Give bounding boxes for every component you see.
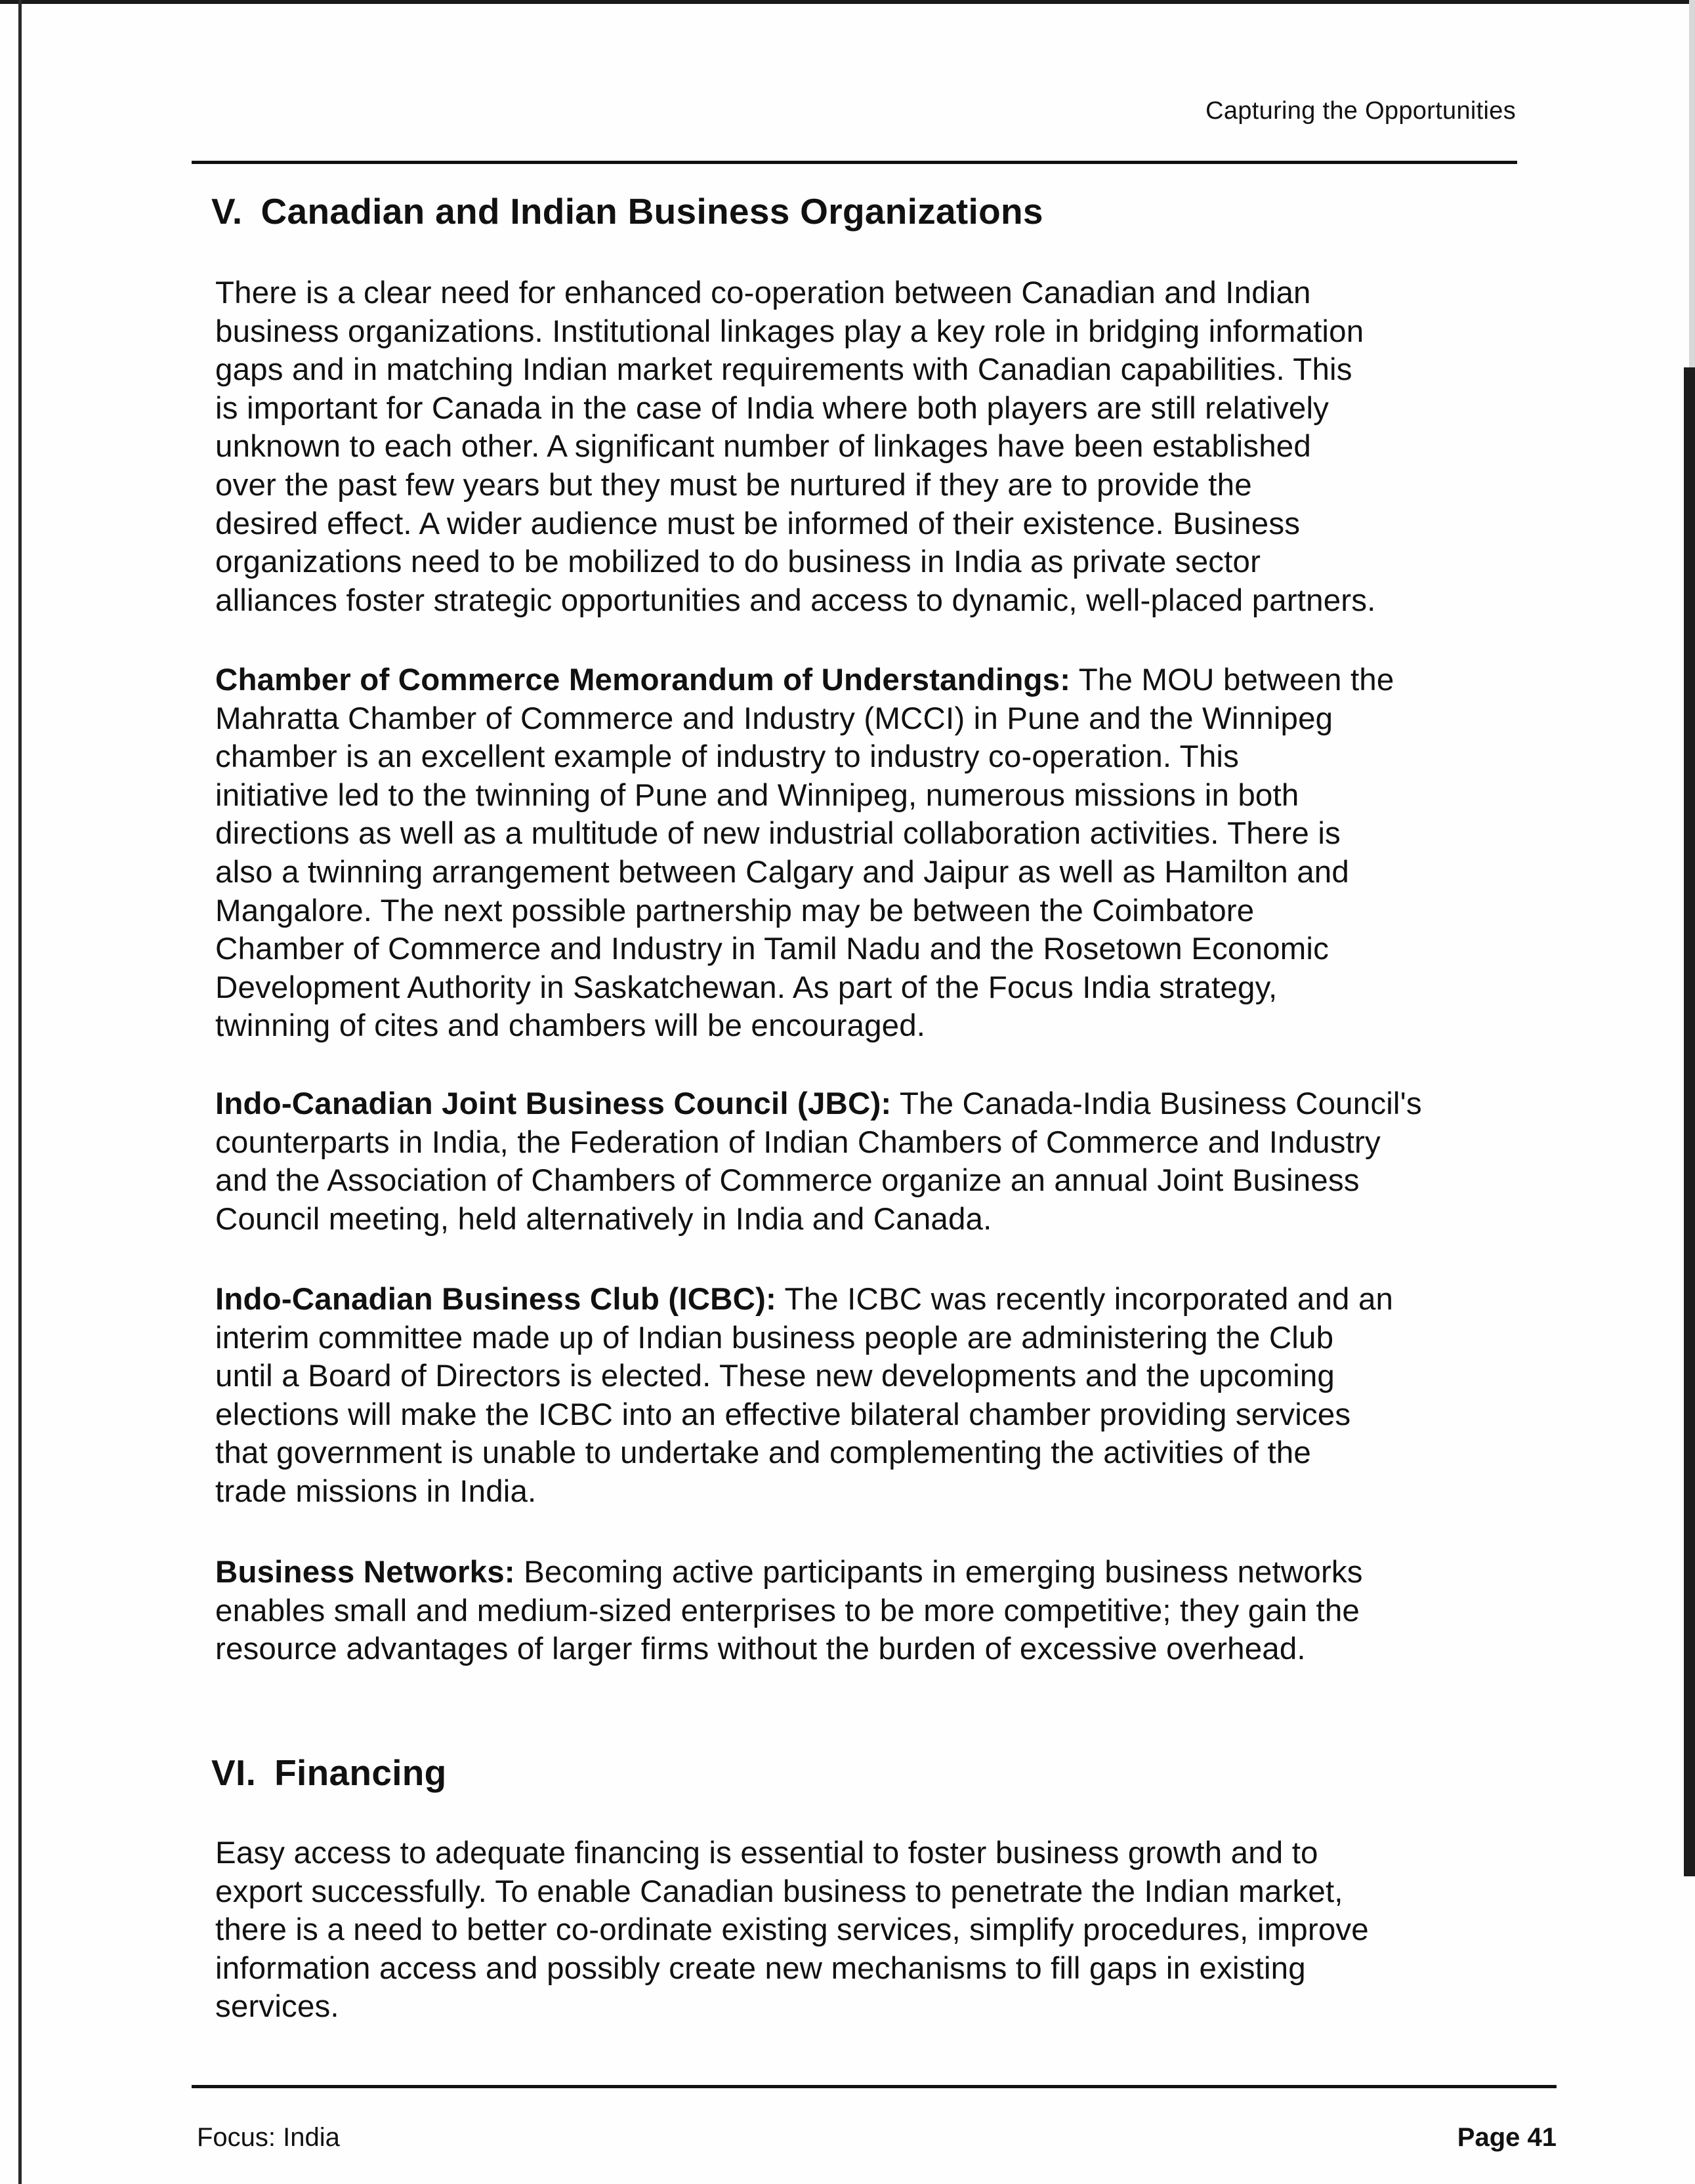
paragraph-line: enables small and medium-sized enterprises to be more competitive; they gain the [215,1593,1360,1628]
paragraph-line: twinning of cites and chambers will be encouraged. [215,1008,926,1044]
page-number: Page 41 [1457,2123,1557,2152]
paragraph-line: Chamber of Commerce and Industry in Tamil Nadu and the Rosetown Economic [215,932,1329,967]
paragraph-line: Mangalore. The next possible partnership may be between the Coimbatore [215,893,1255,928]
paragraph-line: Easy access to adequate financing is essential to foster business growth and to [215,1836,1318,1870]
paragraph-line: there is a need to better co-ordinate existing services, simplify procedures, improve [215,1912,1369,1948]
section-vi-number: VI. [211,1752,257,1793]
scan-edge-left [18,0,22,2184]
paragraph-line: The ICBC was recently incorporated and an [776,1282,1394,1317]
scan-edge-right-upper [1689,0,1695,367]
paragraph-line: that government is unable to undertake and complementing the activities of the [215,1435,1311,1471]
section-v-intro-paragraph [215,274,1541,620]
paragraph-line: services. [215,1989,339,2025]
intro-line: unknown to each other. A significant number of linkages have been established [215,429,1311,464]
paragraph-line: information access and possibly create new mechanisms to fill gaps in existing [215,1950,1306,1986]
section-vi-title: Financing [274,1752,447,1793]
paragraph-line: trade missions in India. [215,1473,537,1509]
paragraph-line: initiative led to the twinning of Pune and Winnipeg, numerous missions in both [215,777,1299,813]
paragraph-line: The MOU between the [1070,663,1394,697]
paragraph-line: Development Authority in Saskatchewan. As part of the Focus India strategy, [215,970,1278,1005]
intro-line: over the past few years but they must be nurtured if they are to provide the [215,467,1252,503]
header-rule [192,161,1517,164]
intro-line: gaps and in matching Indian market requirements with Canadian capabilities. This [215,352,1352,388]
business-networks-lead: Business Networks: [215,1555,515,1590]
paragraph-line: chamber is an excellent example of industry to industry co-operation. This [215,739,1240,775]
intro-line: alliances foster strategic opportunities and access to dynamic, well-placed partners. [215,583,1376,618]
icbc-lead: Indo-Canadian Business Club (ICBC): [215,1282,776,1317]
paragraph-line: export successfully. To enable Canadian business to penetrate the Indian market, [215,1874,1343,1909]
intro-line: is important for Canada in the case of India where both players are still relatively [215,390,1329,426]
section-v-heading [211,190,1043,232]
paragraph-line: resource advantages of larger firms without the burden of excessive overhead. [215,1632,1306,1667]
footer-rule [192,2085,1557,2088]
chamber-mou-paragraph [215,661,1541,1046]
paragraph-line: Council meeting, held alternatively in India and Canada. [215,1201,992,1237]
intro-line: organizations need to be mobilized to do business in India as private sector [215,545,1261,580]
section-v-number: V. [211,191,243,232]
paragraph-line: and the Association of Chambers of Commerce organize an annual Joint Business [215,1163,1360,1199]
business-networks-paragraph [215,1554,1541,1669]
icbc-paragraph [215,1281,1541,1512]
paragraph-line: Mahratta Chamber of Commerce and Industry (MCCI) in Pune and the Winnipeg [215,701,1333,736]
paragraph-line: elections will make the ICBC into an effective bilateral chamber providing services [215,1397,1351,1432]
paragraph-line: until a Board of Directors is elected. These new developments and the upcoming [215,1359,1335,1394]
paragraph-line: directions as well as a multitude of new industrial collaboration activities. There is [215,816,1341,852]
scan-edge-top [0,0,1695,4]
paragraph-line: The Canada-India Business Council's [891,1086,1422,1121]
paragraph-line: counterparts in India, the Federation of Indian Chambers of Commerce and Industry [215,1124,1381,1160]
jbc-paragraph [215,1085,1541,1239]
paragraph-line: also a twinning arrangement between Calgary and Jaipur as well as Hamilton and [215,854,1349,890]
footer-publication: Focus: India [197,2123,340,2152]
financing-paragraph [215,1834,1541,2027]
chamber-mou-lead: Chamber of Commerce Memorandum of Understandings: [215,663,1071,697]
intro-line: There is a clear need for enhanced co-operation between Canadian and Indian [215,276,1311,310]
jbc-lead: Indo-Canadian Joint Business Council (JBC): [215,1086,892,1121]
running-header: Capturing the Opportunities [1205,97,1516,125]
paragraph-line: interim committee made up of Indian business people are administering the Club [215,1320,1334,1355]
scan-edge-right [1684,367,1695,1876]
paragraph-line: Becoming active participants in emerging business networks [514,1555,1363,1590]
section-v-title: Canadian and Indian Business Organizations [261,191,1043,232]
intro-line: desired effect. A wider audience must be informed of their existence. Business [215,506,1301,541]
section-vi-heading [211,1752,447,1794]
intro-line: business organizations. Institutional linkages play a key role in bridging information [215,314,1364,349]
